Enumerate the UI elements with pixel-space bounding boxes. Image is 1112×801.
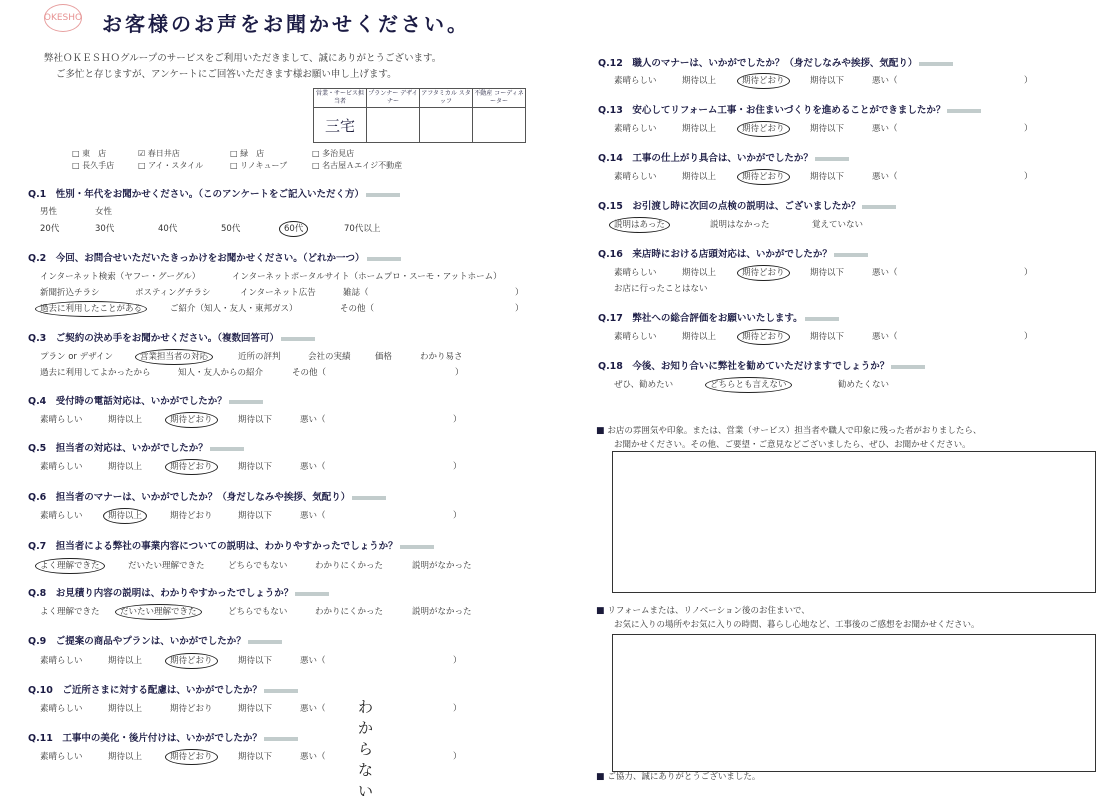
understand-option[interactable]: わかりにくかった [315, 607, 384, 617]
rating-option-selected[interactable] [742, 170, 785, 182]
rating-paren: ） [453, 462, 462, 472]
answer-circle: 過去に利用したことがある [35, 301, 147, 317]
q16-option-never-visited[interactable]: お店に行ったことはない [614, 284, 708, 294]
rating-paren: ） [1024, 76, 1033, 86]
rating-option[interactable]: 素晴らしい [40, 462, 83, 472]
question-13: Q.13 安心してリフォーム工事・お住まいづくりを進めることができましたか？ [598, 102, 981, 116]
q2-option[interactable]: インターネット広告 [240, 288, 316, 298]
staff-header: 営業・サービス担当者 [314, 89, 367, 108]
answer-circle: 期待どおり [165, 412, 218, 428]
q2-option[interactable]: インターネット検索（ヤフー・グーグル） [40, 272, 201, 282]
answer-circle: 期待以上 [103, 508, 147, 524]
rating-option[interactable]: 素晴らしい [614, 124, 657, 134]
rating-option-selected[interactable] [170, 460, 213, 472]
question-10: Q.10 ご近所さまに対する配慮は、いかがでしたか？ [28, 682, 298, 696]
rating-paren: ） [1024, 124, 1033, 134]
understand-option[interactable]: どちらでもない [228, 607, 288, 617]
rating-option[interactable]: 悪い（ [872, 172, 898, 182]
rating-option[interactable]: 期待以上 [108, 752, 143, 762]
rating-option[interactable]: 悪い（ [872, 332, 898, 342]
rating-option[interactable]: 期待以下 [810, 268, 845, 278]
q3-option[interactable]: その他（ [292, 368, 327, 378]
staff-planner-value[interactable] [367, 108, 420, 143]
free-comment-2-prompt: ■ リフォームまたは、リノベーション後のお住まいで、 [596, 606, 810, 616]
rating-option-selected[interactable] [170, 750, 213, 762]
q3-option[interactable]: わかり易さ [420, 352, 463, 362]
question-2: Q.2 今回、お問合せいただいたきっかけをお聞かせください。（どれか一つ） [28, 250, 401, 264]
free-comment-1-box[interactable] [612, 451, 1096, 593]
q2-paren: ） [515, 304, 524, 314]
staff-realestate-value[interactable] [473, 108, 526, 143]
q2-option[interactable]: 雑誌（ [343, 288, 369, 298]
rating-option[interactable]: 期待以上 [682, 268, 717, 278]
rating-paren: ） [1024, 268, 1033, 278]
understand-option[interactable]: 説明がなかった [412, 561, 472, 571]
rating-option[interactable]: 期待以下 [238, 656, 273, 666]
store-option[interactable]: □ 多治見店 [312, 149, 355, 158]
q18-option[interactable]: 勧めたくない [838, 380, 890, 390]
answer-circle: 説明はあった [609, 217, 670, 233]
rating-option[interactable]: 素晴らしい [40, 656, 83, 666]
answer-circle: だいたい理解できた [115, 604, 202, 620]
question-16: Q.16 来店時における店頭対応は、いかがでしたか？ [598, 246, 868, 260]
q3-option[interactable]: 価格 [375, 352, 393, 362]
answer-circle: 60代 [279, 221, 308, 237]
answer-circle: 期待どおり [165, 459, 218, 475]
rating-option[interactable]: 期待以下 [810, 124, 845, 134]
staff-header: プランナー デザイナー [367, 89, 420, 108]
q3-paren: ） [455, 368, 464, 378]
understand-option[interactable]: どちらでもない [228, 561, 288, 571]
q3-option[interactable]: 会社の実績 [308, 352, 351, 362]
q1-option[interactable]: 男性 [40, 207, 58, 217]
q1-option[interactable]: 女性 [95, 207, 113, 217]
staff-table [313, 88, 526, 143]
rating-option[interactable]: 素晴らしい [40, 511, 83, 521]
q2-option[interactable]: その他（ [340, 304, 375, 314]
rating-option-selected[interactable] [742, 266, 785, 278]
question-17: Q.17 弊社への総合評価をお願いいたします。 [598, 310, 839, 324]
q1-option[interactable]: 50代 [221, 224, 241, 234]
answer-circle: 期待どおり [737, 73, 790, 89]
free-comment-2-box[interactable] [612, 634, 1096, 772]
free-comment-1-prompt-line2: お聞かせください。その他、ご要望・ご意見などございましたら、ぜひ、お聞かせください。 [614, 440, 971, 450]
answer-circle: 期待どおり [165, 749, 218, 765]
staff-sales-value[interactable]: 三宅 [314, 108, 367, 143]
rating-option[interactable]: 素晴らしい [40, 752, 83, 762]
q3-option-selected[interactable] [140, 350, 208, 362]
rating-paren: ） [453, 656, 462, 666]
rating-option-selected[interactable] [170, 654, 213, 666]
rating-option[interactable]: 期待以上 [682, 172, 717, 182]
rating-option[interactable]: 素晴らしい [614, 76, 657, 86]
square-bullet-icon: ■ [596, 426, 605, 436]
rating-option-selected[interactable] [108, 509, 142, 521]
rating-option[interactable]: 期待以上 [682, 124, 717, 134]
rating-option-selected[interactable]: 悪い（ [300, 704, 326, 714]
rating-option[interactable]: 悪い（ [300, 462, 326, 472]
rating-option[interactable]: 素晴らしい [614, 172, 657, 182]
store-option[interactable]: □ リノキューブ [230, 161, 288, 170]
store-option-selected[interactable]: ☑ 春日井店 [138, 149, 180, 158]
q2-option[interactable]: ご紹介（知人・友人・東邦ガス） [170, 304, 298, 314]
q2-option[interactable]: インターネットポータルサイト（ホームプロ・スーモ・アットホーム） [232, 272, 502, 282]
store-option[interactable]: □ アイ・スタイル [138, 161, 204, 170]
question-6: Q.6 担当者のマナーは、いかがでしたか？（身だしなみや挨拶、気配り） [28, 489, 386, 503]
question-3: Q.3 ご契約の決め手をお聞かせください。（複数回答可） [28, 330, 315, 344]
rating-option[interactable]: 悪い（ [872, 124, 898, 134]
rating-paren: ） [1024, 332, 1033, 342]
store-option[interactable]: □ 緑 店 [230, 149, 265, 158]
rating-option-selected[interactable] [742, 330, 785, 342]
rating-option[interactable]: 期待以上 [682, 76, 717, 86]
q2-option-selected[interactable] [40, 302, 142, 314]
question-1: Q.1 性別・年代をお聞かせください。（このアンケートをご記入いただく方） [28, 186, 400, 200]
question-7: Q.7 担当者による弊社の事業内容についての説明は、わかりやすかったでしょうか？ [28, 538, 434, 552]
q1-option[interactable]: 70代以上 [344, 224, 381, 234]
answer-circle: 期待どおり [737, 121, 790, 137]
question-11: Q.11 工事中の美化・後片付けは、いかがでしたか？ [28, 730, 298, 744]
staff-header: 不動産 コーディネーター [473, 89, 526, 108]
rating-paren: ） [1024, 172, 1033, 182]
q1-option[interactable]: 40代 [158, 224, 178, 234]
question-15: Q.15 お引渡し時に次回の点検の説明は、ございましたか？ [598, 198, 896, 212]
question-14: Q.14 工事の仕上がり具合は、いかがでしたか？ [598, 150, 849, 164]
q15-option-selected[interactable] [614, 218, 665, 230]
rating-option[interactable]: 素晴らしい [40, 704, 83, 714]
q3-option[interactable]: 過去に利用してよかったから [40, 368, 151, 378]
rating-option[interactable]: 期待以上 [108, 704, 143, 714]
q2-option[interactable]: 新聞折込チラシ [40, 288, 100, 298]
q2-option[interactable]: ポスティングチラシ [135, 288, 211, 298]
rating-option[interactable]: 素晴らしい [614, 332, 657, 342]
question-9: Q.9 ご提案の商品やプランは、いかがでしたか？ [28, 633, 282, 647]
rating-option[interactable]: 悪い（ [872, 268, 898, 278]
rating-paren: ） [453, 511, 462, 521]
intro-line-1: 弊社ＯＫＥＳＨＯグループのサービスをご利用いただきまして、誠にありがとうございます。 [44, 53, 442, 64]
intro-line-2: ご多忙と存じますが、アンケートにご回答いただきます様お願い申し上げます。 [56, 69, 397, 80]
question-18: Q.18 今後、お知り合いに弊社を勧めていただけますでしょうか？ [598, 358, 925, 372]
question-4: Q.4 受付時の電話対応は、いかがでしたか？ [28, 393, 263, 407]
understand-option-selected[interactable] [40, 559, 100, 571]
square-bullet-icon: ■ [596, 772, 605, 782]
rating-option[interactable]: 悪い（ [872, 76, 898, 86]
q15-option[interactable]: 説明はなかった [710, 220, 770, 230]
answer-circle: よく理解できた [35, 558, 105, 574]
footer-thanks: ■ ご協力、誠にありがとうございました。 [596, 772, 761, 782]
rating-option[interactable]: 期待以下 [810, 332, 845, 342]
q3-option[interactable]: プラン or デザイン [40, 352, 114, 362]
page-title: お客様のお声をお聞かせください。 [102, 12, 470, 36]
store-option[interactable]: □ 東 店 [72, 149, 107, 158]
q15-option[interactable]: 覚えていない [812, 220, 864, 230]
rating-paren: ） [453, 752, 462, 762]
rating-option-selected[interactable] [742, 74, 785, 86]
rating-option-selected[interactable] [170, 413, 213, 425]
q1-option[interactable]: 30代 [95, 224, 115, 234]
staff-header: アフタミカル スタッフ [420, 89, 473, 108]
rating-option[interactable]: 期待以上 [108, 462, 143, 472]
q3-option[interactable]: 近所の評判 [238, 352, 281, 362]
answer-circle: 期待どおり [737, 169, 790, 185]
rating-option[interactable]: 期待以上 [108, 656, 143, 666]
answer-circle: 期待どおり [165, 653, 218, 669]
question-8: Q.8 お見積り内容の説明は、わかりやすかったでしょうか？ [28, 585, 329, 599]
staff-after-value[interactable] [420, 108, 473, 143]
rating-option[interactable]: 素晴らしい [614, 268, 657, 278]
rating-option[interactable]: 期待以下 [810, 172, 845, 182]
q3-option[interactable]: 知人・友人からの紹介 [178, 368, 264, 378]
q10-handwritten-note: わからない [358, 698, 374, 800]
answer-circle: どちらとも言えない [705, 377, 792, 393]
free-comment-2-prompt-line2: お気に入りの場所やお気に入りの時間、暮らし心地など、工事後のご感想をお聞かせください。 [614, 620, 980, 630]
rating-option[interactable]: 期待以下 [238, 415, 273, 425]
answer-circle: 期待どおり [737, 265, 790, 281]
rating-option[interactable]: 期待以下 [238, 704, 273, 714]
square-bullet-icon: ■ [596, 606, 605, 616]
q1-option[interactable]: 20代 [40, 224, 60, 234]
understand-option[interactable]: よく理解できた [40, 607, 100, 617]
store-option[interactable]: □ 長久手店 [72, 161, 115, 170]
rating-option-selected[interactable] [742, 122, 785, 134]
rating-paren: ） [453, 415, 462, 425]
question-5: Q.5 担当者の対応は、いかがでしたか？ [28, 440, 244, 454]
rating-option[interactable]: 悪い（ [300, 752, 326, 762]
understand-option[interactable]: わかりにくかった [315, 561, 384, 571]
answer-circle: 期待どおり [737, 329, 790, 345]
understand-option-selected[interactable] [120, 605, 197, 617]
rating-option[interactable]: 素晴らしい [40, 415, 83, 425]
rating-paren: ） [453, 704, 462, 714]
q18-option-selected[interactable] [710, 378, 787, 390]
rating-option[interactable]: 悪い（ [300, 656, 326, 666]
rating-option[interactable]: 期待以下 [238, 752, 273, 762]
rating-option[interactable]: 悪い（ [300, 415, 326, 425]
question-12: Q.12 職人のマナーは、いかがでしたか？（身だしなみや挨拶、気配り） [598, 55, 953, 69]
company-stamp-logo: OKESHO [44, 4, 82, 32]
rating-option[interactable]: 期待以上 [682, 332, 717, 342]
understand-option[interactable]: 説明がなかった [412, 607, 472, 617]
rating-option[interactable]: 期待どおり [170, 511, 213, 521]
answer-circle: 営業担当者の対応 [135, 349, 213, 365]
rating-option[interactable]: 期待以下 [238, 511, 273, 521]
rating-option[interactable]: 期待以下 [238, 462, 273, 472]
rating-option[interactable]: 悪い（ [300, 511, 326, 521]
free-comment-1-prompt: ■ お店の雰囲気や印象。または、営業（サービス）担当者や職人で印象に残った者がおりましたら、 [596, 426, 982, 436]
q2-paren: ） [515, 288, 524, 298]
q18-option[interactable]: ぜひ、勧めたい [614, 380, 674, 390]
rating-option[interactable]: 期待以上 [108, 415, 143, 425]
q1-option-selected[interactable] [284, 222, 303, 234]
rating-option[interactable]: 期待以下 [810, 76, 845, 86]
rating-option[interactable]: 期待どおり [170, 704, 213, 714]
store-option[interactable]: □ 名古屋Ａエイジ不動産 [312, 161, 403, 170]
understand-option[interactable]: だいたい理解できた [128, 561, 205, 571]
